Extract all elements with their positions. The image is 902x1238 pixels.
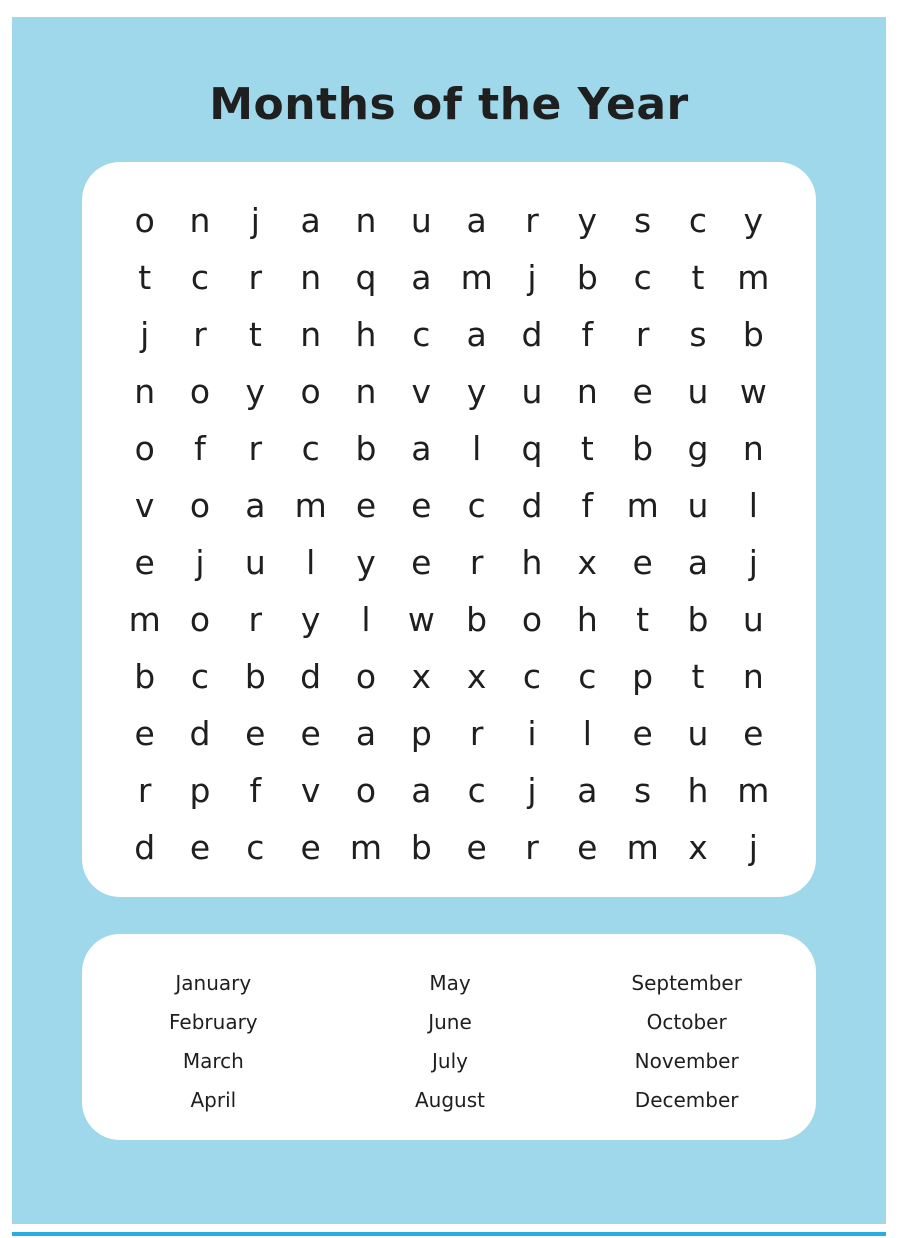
grid-letter[interactable]: c xyxy=(301,429,320,468)
grid-letter[interactable]: m xyxy=(128,600,161,639)
grid-letter[interactable]: e xyxy=(743,714,764,753)
grid-letter[interactable]: n xyxy=(742,657,764,696)
word-list-item: September xyxy=(631,971,742,995)
grid-letter[interactable]: a xyxy=(466,201,487,240)
grid-letter[interactable]: c xyxy=(688,201,708,240)
grid-letter[interactable]: e xyxy=(134,543,155,582)
grid-letter[interactable]: f xyxy=(249,771,262,810)
grid-letter[interactable]: e xyxy=(355,486,377,525)
grid-letter[interactable]: y xyxy=(300,600,321,639)
grid-letter[interactable]: d xyxy=(521,315,543,354)
word-list-item: November xyxy=(634,1049,739,1073)
grid-letter[interactable]: j xyxy=(748,828,758,867)
grid-letter[interactable]: n xyxy=(355,201,377,240)
grid-letter[interactable]: a xyxy=(411,771,432,810)
grid-letter[interactable]: a xyxy=(355,714,377,753)
grid-letter[interactable]: h xyxy=(576,600,598,639)
grid-letter[interactable]: m xyxy=(737,258,770,297)
word-search-panel xyxy=(82,162,816,897)
grid-letter[interactable]: n xyxy=(300,315,322,354)
bottom-rule xyxy=(12,1232,886,1236)
grid-letter[interactable]: e xyxy=(245,714,266,753)
grid-letter[interactable]: n xyxy=(134,372,156,411)
grid-letter[interactable]: l xyxy=(748,486,758,525)
grid-letter[interactable]: f xyxy=(581,315,594,354)
grid-letter[interactable]: e xyxy=(466,828,487,867)
grid-letter[interactable]: y xyxy=(466,372,487,411)
grid-letter[interactable]: q xyxy=(355,258,377,297)
grid-letter[interactable]: r xyxy=(248,600,263,639)
grid-letter[interactable]: c xyxy=(633,258,652,297)
grid-letter[interactable]: e xyxy=(300,828,321,867)
grid-letter[interactable]: n xyxy=(742,429,764,468)
grid-letter[interactable]: h xyxy=(687,771,709,810)
grid-letter[interactable]: s xyxy=(634,771,652,810)
grid-letter[interactable]: u xyxy=(687,714,709,753)
grid-letter[interactable]: e xyxy=(577,828,598,867)
grid-letter[interactable]: b xyxy=(134,657,156,696)
grid-letter[interactable]: w xyxy=(739,372,767,411)
grid-letter[interactable]: y xyxy=(245,372,266,411)
grid-letter[interactable]: e xyxy=(632,372,653,411)
grid-letter[interactable]: l xyxy=(306,543,316,582)
grid-letter[interactable]: d xyxy=(134,828,156,867)
grid-letter[interactable]: d xyxy=(521,486,543,525)
word-list-item: February xyxy=(169,1010,258,1034)
grid-letter[interactable]: v xyxy=(134,486,155,525)
grid-letter[interactable]: c xyxy=(522,657,542,696)
grid-letter[interactable]: y xyxy=(356,543,376,582)
grid-letter[interactable]: n xyxy=(189,201,211,240)
grid-letter[interactable]: d xyxy=(300,657,322,696)
grid-letter[interactable]: x xyxy=(688,828,708,867)
word-list-item: July xyxy=(432,1049,468,1073)
grid-letter[interactable]: x xyxy=(577,543,598,582)
word-list-panel xyxy=(82,934,816,1140)
grid-letter[interactable]: u xyxy=(687,486,709,525)
grid-letter[interactable]: a xyxy=(577,771,598,810)
grid-letter[interactable]: s xyxy=(689,315,707,354)
grid-letter[interactable]: u xyxy=(687,372,709,411)
grid-letter[interactable]: o xyxy=(521,600,543,639)
grid-letter[interactable]: j xyxy=(250,201,260,240)
word-list-item: December xyxy=(634,1088,739,1112)
grid-letter[interactable]: e xyxy=(189,828,211,867)
grid-letter[interactable]: u xyxy=(244,543,266,582)
grid-letter[interactable]: r xyxy=(635,315,650,354)
grid-letter[interactable]: c xyxy=(467,771,486,810)
grid-letter[interactable]: y xyxy=(743,201,764,240)
grid-letter[interactable]: e xyxy=(632,543,653,582)
word-list-item: April xyxy=(190,1088,237,1112)
grid-letter[interactable]: l xyxy=(472,429,482,468)
grid-letter[interactable]: c xyxy=(578,657,597,696)
grid-letter[interactable]: a xyxy=(411,429,432,468)
grid-letter[interactable]: b xyxy=(632,429,654,468)
grid-letter[interactable]: a xyxy=(411,258,432,297)
grid-letter[interactable]: m xyxy=(460,258,493,297)
grid-letter[interactable]: c xyxy=(246,828,265,867)
grid-letter[interactable]: r xyxy=(469,543,484,582)
grid-letter[interactable]: n xyxy=(300,258,322,297)
letter-grid xyxy=(117,192,781,876)
grid-letter[interactable]: g xyxy=(687,429,709,468)
page-title: Months of the Year xyxy=(209,79,689,130)
grid-letter[interactable]: f xyxy=(194,429,206,468)
worksheet xyxy=(12,17,886,1224)
grid-letter[interactable]: m xyxy=(626,828,659,867)
grid-letter[interactable]: v xyxy=(300,771,321,810)
grid-letter[interactable]: c xyxy=(467,486,486,525)
grid-letter[interactable]: a xyxy=(466,315,487,354)
grid-letter[interactable]: v xyxy=(411,372,432,411)
grid-letter[interactable]: j xyxy=(195,543,205,582)
grid-letter[interactable]: n xyxy=(355,372,377,411)
grid-letter[interactable]: r xyxy=(525,201,539,240)
grid-letter[interactable]: t xyxy=(138,258,152,297)
grid-letter[interactable]: r xyxy=(469,714,484,753)
grid-letter[interactable]: a xyxy=(300,201,321,240)
grid-letter[interactable]: r xyxy=(525,828,539,867)
grid-letter[interactable]: f xyxy=(581,486,594,525)
grid-letter[interactable]: b xyxy=(410,828,432,867)
word-list xyxy=(95,968,805,1124)
grid-letter[interactable]: m xyxy=(737,771,770,810)
grid-letter[interactable]: t xyxy=(248,315,262,354)
grid-letter[interactable]: o xyxy=(134,429,155,468)
grid-letter[interactable]: o xyxy=(189,486,211,525)
grid-letter[interactable]: e xyxy=(411,486,432,525)
grid-letter[interactable]: o xyxy=(189,600,211,639)
grid-letter[interactable]: e xyxy=(632,714,653,753)
grid-letter[interactable]: w xyxy=(407,600,435,639)
grid-letter[interactable]: j xyxy=(527,771,537,810)
grid-letter[interactable]: h xyxy=(521,543,543,582)
word-list-item: August xyxy=(414,1088,485,1112)
grid-letter[interactable]: b xyxy=(687,600,709,639)
grid-letter[interactable]: p xyxy=(632,657,654,696)
grid-letter[interactable]: b xyxy=(576,258,598,297)
grid-letter[interactable]: j xyxy=(527,258,537,297)
grid-letter[interactable]: m xyxy=(349,828,383,867)
grid-letter[interactable]: c xyxy=(412,315,431,354)
grid-letter[interactable]: r xyxy=(248,429,263,468)
grid-letter[interactable]: p xyxy=(189,771,211,810)
grid-letter[interactable]: r xyxy=(193,315,207,354)
grid-letter[interactable]: t xyxy=(580,429,594,468)
grid-letter[interactable]: u xyxy=(410,201,432,240)
grid-letter[interactable]: d xyxy=(189,714,211,753)
word-list-item: January xyxy=(175,971,252,995)
grid-letter[interactable]: i xyxy=(527,714,537,753)
word-list-item: March xyxy=(182,1049,244,1073)
grid-letter[interactable]: o xyxy=(355,657,377,696)
grid-letter[interactable]: u xyxy=(742,600,764,639)
grid-letter[interactable]: c xyxy=(190,258,210,297)
grid-letter[interactable]: h xyxy=(355,315,377,354)
grid-letter[interactable]: a xyxy=(687,543,709,582)
grid-letter[interactable]: t xyxy=(636,600,650,639)
grid-letter[interactable]: m xyxy=(626,486,659,525)
grid-letter[interactable]: r xyxy=(248,258,263,297)
grid-letter[interactable]: x xyxy=(466,657,487,696)
grid-letter[interactable]: r xyxy=(137,771,152,810)
grid-letter[interactable]: l xyxy=(361,600,371,639)
grid-letter[interactable]: t xyxy=(691,657,705,696)
grid-letter[interactable]: l xyxy=(582,714,592,753)
word-list-item: October xyxy=(646,1010,727,1034)
grid-letter[interactable]: o xyxy=(134,201,155,240)
grid-letter[interactable]: x xyxy=(411,657,432,696)
grid-letter[interactable]: e xyxy=(134,714,155,753)
grid-letter[interactable]: o xyxy=(300,372,321,411)
grid-letter[interactable]: c xyxy=(190,657,210,696)
grid-letter[interactable]: a xyxy=(245,486,266,525)
grid-letter[interactable]: e xyxy=(300,714,321,753)
grid-letter[interactable]: b xyxy=(244,657,266,696)
grid-letter[interactable]: b xyxy=(355,429,377,468)
grid-letter[interactable]: b xyxy=(466,600,488,639)
grid-letter[interactable]: j xyxy=(140,315,150,354)
grid-letter[interactable]: s xyxy=(634,201,652,240)
grid-letter[interactable]: u xyxy=(521,372,543,411)
grid-letter[interactable]: y xyxy=(577,201,598,240)
grid-letter[interactable]: j xyxy=(748,543,758,582)
grid-letter[interactable]: p xyxy=(410,714,432,753)
grid-letter[interactable]: m xyxy=(294,486,327,525)
grid-letter[interactable]: q xyxy=(521,429,543,468)
grid-letter[interactable]: n xyxy=(576,372,598,411)
word-list-item: May xyxy=(429,971,471,995)
grid-letter[interactable]: o xyxy=(355,771,377,810)
word-list-item: June xyxy=(428,1010,472,1034)
grid-letter[interactable]: o xyxy=(189,372,211,411)
grid-letter[interactable]: t xyxy=(691,258,705,297)
grid-letter[interactable]: e xyxy=(411,543,432,582)
grid-letter[interactable]: b xyxy=(742,315,764,354)
